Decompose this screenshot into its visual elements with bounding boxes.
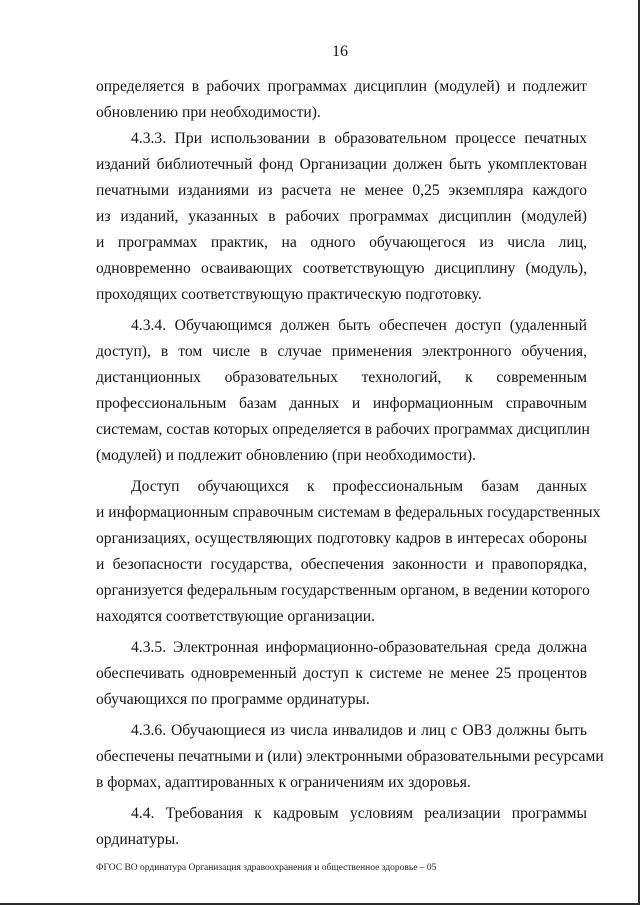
text-line: и информационным справочным системам в федеральных государственных — [96, 504, 601, 521]
text-line: проходящих соответствующую практическую подготовку. — [96, 286, 482, 303]
paragraph-p6 — [96, 801, 587, 853]
paragraph-p5 — [96, 718, 604, 796]
text-line: 4.3.5. Электронная информационно-образовательная среда должна — [131, 639, 587, 656]
text-line: обеспечивать одновременный доступ к системе не менее 25 процентов — [96, 665, 587, 682]
text-line: обеспечены печатными и (или) электронными образовательными ресурсами — [96, 748, 604, 765]
text-line: в формах, адаптированных к ограничениям их здоровья. — [96, 774, 471, 791]
text-line: Доступ обучающихся к профессиональным базам данных — [131, 478, 587, 495]
paragraph-p-cont — [96, 74, 587, 126]
text-line: 4.4. Требования к кадровым условиям реализации программы — [131, 805, 587, 822]
page-number: 16 — [332, 43, 348, 60]
paragraph-p2 — [96, 313, 590, 469]
text-line: системам, состав которых определяется в рабочих программах дисциплин — [96, 421, 590, 438]
text-line: ординатуры. — [96, 831, 180, 848]
text-line: организациях, осуществляющих подготовку кадров в интересах обороны — [96, 530, 587, 547]
text-line: 4.3.6. Обучающиеся из числа инвалидов и лиц с ОВЗ должны быть — [131, 722, 587, 739]
paragraph-p1 — [96, 126, 587, 308]
text-line: одновременно осваивающих соответствующую дисциплину (модуль), — [96, 260, 587, 277]
text-line: обучающихся по программе ординатуры. — [96, 691, 370, 708]
text-line: (модулей) и подлежит обновлению (при необходимости). — [96, 447, 477, 464]
paragraph-p3 — [96, 474, 601, 630]
document-footer: ФГОС ВО ординатура Организация здравоохранения и общественное здоровье – 05 — [96, 863, 437, 873]
text-line: 4.3.3. При использовании в образовательном процессе печатных — [131, 130, 587, 147]
text-line: 4.3.4. Обучающимся должен быть обеспечен доступ (удаленный — [131, 317, 587, 334]
text-line: и программах практик, на одного обучающегося из числа лиц, — [96, 234, 587, 251]
text-line: определяется в рабочих программах дисциплин (модулей) и подлежит — [96, 78, 587, 95]
text-line: доступ), в том числе в случае применения электронного обучения, — [96, 343, 587, 360]
document-body — [96, 74, 604, 853]
text-line: профессиональным базам данных и информационным справочным — [96, 395, 587, 412]
paragraph-p4 — [96, 635, 587, 713]
text-line: дистанционных образовательных технологий, к современным — [96, 369, 587, 386]
text-line: печатными изданиями из расчета не менее 0,25 экземпляра каждого — [96, 182, 587, 199]
text-line: организуется федеральным государственным органом, в ведении которого — [96, 582, 590, 599]
text-line: изданий библиотечный фонд Организации должен быть укомплектован — [96, 156, 587, 173]
text-line: из изданий, указанных в рабочих программах дисциплин (модулей) — [96, 208, 587, 225]
text-line: находятся соответствующие организации. — [96, 608, 376, 625]
text-line: и безопасности государства, обеспечения законности и правопорядка, — [96, 556, 587, 573]
text-line: обновлению при необходимости). — [96, 104, 321, 121]
